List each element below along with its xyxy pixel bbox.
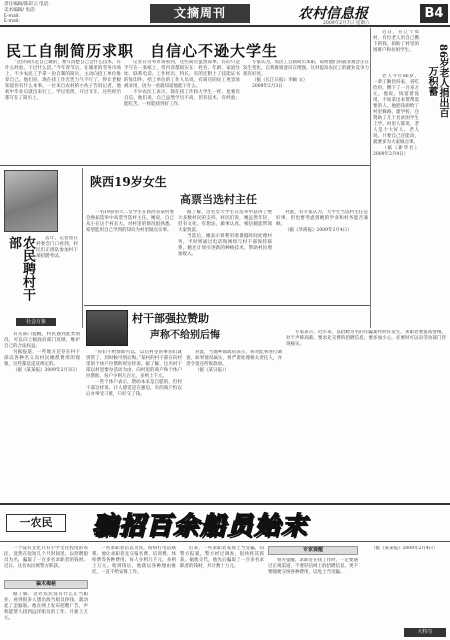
story-source: （据《长江日报》李颖 文） <box>252 78 308 83</box>
editor-info <box>4 2 53 25</box>
story-paragraph: 据了解，这名女大学生在选举中获得了绝大多数村民的支持。村民们说，她虽然年轻，但有文化、有想法，做事认真，相信她能带领大家致富。 <box>178 210 272 233</box>
story-paragraph: 一名19岁的大二女学生在陕西省某村委会换届选举中高票当选村主任。她说，自己从小在这个村长大，对村里的情况很熟悉，希望能用自己学到的知识为村里做点实事。 <box>86 210 174 233</box>
sidebar-column <box>373 74 419 324</box>
story-source: （据《某某报》2009年2月4日） <box>371 546 438 551</box>
section-title: 文摘周刊 <box>150 4 250 23</box>
story-paragraph: “你们不给赞助可以，以后村里的事你们就别管了，到时候可别后悔。”某村的村干部在向村里的个体户拉赞助时这样说。据了解，这名村干部以村里要办活动为由，向村里的商户和个体户拉赞助，每户少则几百元，多则上千元。 <box>86 350 182 379</box>
story-paragraph: 有关部门提醒，村民遇到此类情况，可以向上级政府部门反映，维护自己的合法权益。 <box>4 332 80 349</box>
box-heading: 骗术揭秘 <box>4 580 88 589</box>
section-rule <box>0 503 450 505</box>
issue-date: 2009年2月7日 星期六 <box>323 21 370 26</box>
story-paragraph: 对此，有专家认为，大学生当选村主任是好事，但也要考虑到她的学业和村务能否兼顾。 <box>276 210 368 227</box>
story-column <box>4 332 80 500</box>
sidebar-source: （据《新华社》2009年2月4日） <box>373 146 419 157</box>
story-column <box>186 350 282 500</box>
newspaper-logo: 农村信息报 <box>298 6 368 22</box>
sidebar-text: 老人今年86岁，一辈子勤俭持家，省吃俭用，攒下了一百多万元。他说，钱留着没用，不如拿出来帮帮需要的人。他把钱捐给了村里修路、建学校，还资助了几十名贫困学生上学。村里人都说，老人是个大好人。老人说，只要自己还能动，就要多为大家做点事。 <box>373 74 419 145</box>
story-column <box>362 546 446 626</box>
story-column <box>86 210 174 302</box>
sidebar-headline: 86岁老人捐出百万积蓄 <box>426 44 448 118</box>
story-column <box>124 60 240 162</box>
news-photo <box>4 170 58 232</box>
column-tag: 社会万象 <box>16 318 56 326</box>
story-subheadline: 声称不给别后悔 <box>150 330 220 341</box>
story-source: （据《某日报》） <box>195 368 229 373</box>
story-source: （据《华商报》2009年2月4日） <box>285 228 352 233</box>
story-paragraph: 专家认为，农民工自制简历求职，说明他们的就业观念正在发生变化，自我推销意识在增强。这对提高农民工的就业竞争力很有好处。 <box>243 60 369 77</box>
story-paragraph: 记者在劳务市场看到，这些简历虽然简单，有的只是手写在一张纸上，但内容都很实在：姓名、年龄、家庭住址、联系电话、工作经历、特长。有的还附上了技能证书的复印件。招工单位的工作人员说，有简历的民工更容易被录用，因为一看就知道他能干什么。 <box>124 60 240 89</box>
story-column <box>4 592 88 638</box>
column-divider <box>370 28 371 328</box>
email-line: E-mail: <box>4 13 20 19</box>
story-paragraph: 不少农民工表示，现在找工作和大学生一样，也要有自信。他们说，自己虽然学历不高，但有技术、有经验、能吃苦，一样能找到好工作。 <box>124 90 240 107</box>
story-column <box>243 60 369 162</box>
banner-kicker: 一农民 <box>6 514 66 532</box>
sidebar-intro-text: 近日，在辽宁农村，有位老人用自己攒下的钱，捐助了村里的困难户和贫困学生。 <box>373 30 419 53</box>
story-column <box>276 210 368 302</box>
section-rule <box>84 305 370 306</box>
box-heading: 专家提醒 <box>268 546 358 555</box>
caption-text: 去年，记者曾在村委会门口看到，村民们正排队参加村干部招聘考试。 <box>36 236 78 259</box>
story-column <box>178 210 272 302</box>
page-number: B4 <box>420 4 448 23</box>
story-headline: 陕西19岁女生 <box>90 175 167 189</box>
story-headline: 村干部强拉赞助 <box>132 312 209 325</box>
story-column <box>86 350 182 500</box>
story-paragraph: 据了解，这名农民没有什么正当职业，看到很多人想出海当船员挣钱，就动起了歪脑筋。他在网上发布招聘广告，声称能帮人找到远洋船员的工作，月薪上万元。 <box>4 592 88 621</box>
section-rule <box>0 541 450 542</box>
sidebar-intro <box>373 30 419 70</box>
story-date: 2009年2月3日 <box>252 84 283 89</box>
photo-caption <box>36 236 78 312</box>
story-paragraph: 另据报道，一些地方还存在村干部以各种名义向村民摊派费用的现象，这些都是违反规定的。 <box>4 350 80 367</box>
banner-headline: 骗招百余船员始末 <box>92 511 309 540</box>
story-column <box>5 60 121 162</box>
story-paragraph: 一些个体户表示，赞助本来是自愿的，但村干部这样说，让人感觉是在强迫。有的商户怕以后办事受刁难，只好交了钱。 <box>86 380 182 397</box>
story-column <box>92 546 176 638</box>
section-rule <box>0 165 370 166</box>
story-headline: 民工自制简历求职 自信心不逊大学生 <box>6 42 279 60</box>
page-header <box>0 0 450 27</box>
designer-line: 美术编辑/ 电话： <box>4 7 40 13</box>
story-paragraph: 一些求职者信以为真，纷纷打电话联系。他让求职者先交报名费、培训费、体检费等各种费用，每人少则几千元，多则上万元。收到钱后，他就以各种理由推托，一直不给安排工作。 <box>92 546 176 575</box>
story-column <box>286 330 446 500</box>
story-paragraph: 专家表示，近年来，以招聘为名的诈骗案件时有发生，求职者要提高警惕。对于声称高薪、要求先交费的招聘信息，要多加小心，必要时可以向劳动部门咨询核实。 <box>286 330 446 347</box>
story-paragraph: 警方提醒，求职者在找工作时，一定要通过正规渠道，不要轻信网上的招聘信息，更不要随便交纳各种费用，以免上当受骗。 <box>268 558 358 575</box>
story-column <box>180 546 264 638</box>
story-paragraph: 当选后，她表示将利用寒暑假时间处理村务，平时则通过电话和网络与村干部保持联系。她还计划引进新的种植技术，帮助村民增加收入。 <box>178 234 272 257</box>
story-paragraph: 一个没有文化只有小学文化程度的农民，竟然在短短几个月时间里，以招聘船员为名，骗取了一百多名求职者的钱财。近日，这名农民被警方抓获。 <box>4 546 88 569</box>
column-tag: 大特写 <box>404 628 446 637</box>
story-paragraph: 对此，当地乡镇政府表示，将对此事进行调查，如果情况属实，将严肃处理相关责任人，并责令退还所收款项。 <box>186 350 282 367</box>
story-column <box>268 558 358 638</box>
story-paragraph: 后来，一些求职者发现上当受骗，向警方报案。警方经过调查，很快将其抓获。据他交代，他先后骗取了一百多名求职者的钱财，共计数十万元。 <box>180 546 264 569</box>
editor-line: 责任编辑/陈彩云 电话： <box>4 2 53 7</box>
news-photo <box>86 310 128 346</box>
story-subheadline: 高票当选村主任 <box>180 193 257 206</box>
story-paragraph: “这份简历是自己做的，要写清楚自己会什么技术，有什么经验，干过什么活。”今年春节后，在城里的劳务市场上，不少农民工手拿一份自制的简历，主动向招工单位推荐自己。他们说，现在找工作光凭力气不行了，得让老板知道你有什么本事。一位来自农村的小伙子告诉记者，他初中毕业后就出来打工，学过电焊，开过叉车，这些经历都写在了简历上。 <box>5 60 121 101</box>
column-divider <box>82 168 83 328</box>
story-source: （据《某某报》2009年2月3日） <box>13 368 80 373</box>
email-line: E-mail: <box>4 19 20 25</box>
vertical-headline: 农民聘村干部 <box>6 236 35 301</box>
